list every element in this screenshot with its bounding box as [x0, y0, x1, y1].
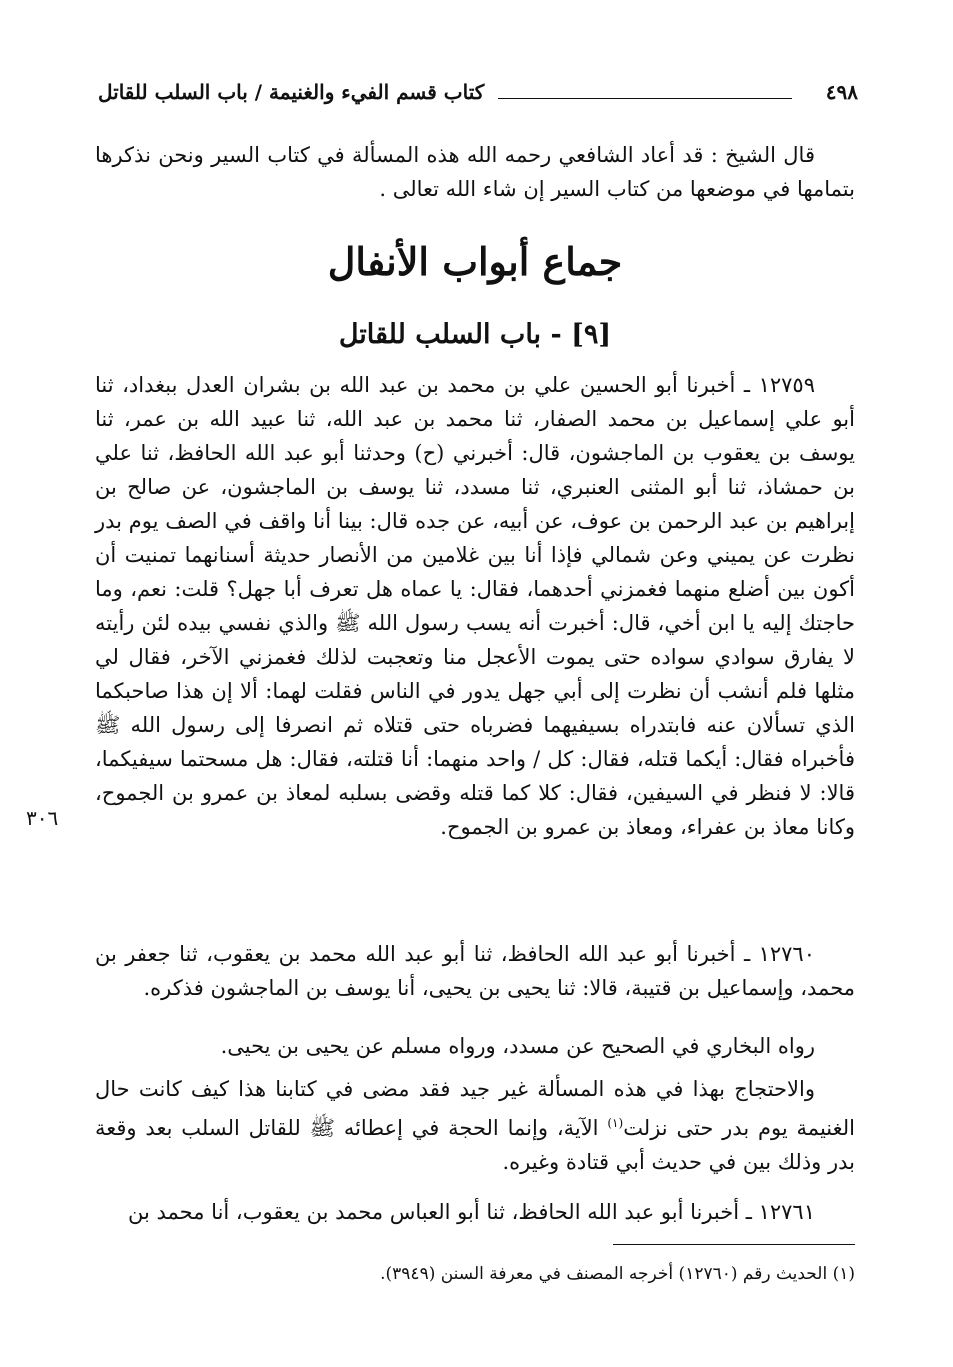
intro-paragraph: قال الشيخ : قد أعاد الشافعي رحمه الله هذه المسألة في كتاب السير ونحن نذكرها بتمامها في موضعها من كتاب السير إن شاء الله تعالى . — [95, 143, 855, 201]
hadith-12761: ١٢٧٦١ ـ أخبرنا أبو عبد الله الحافظ، ثنا أبو العباس محمد بن يعقوب، أنا محمد بن — [128, 1200, 815, 1224]
ihtijaj-paragraph — [95, 1072, 855, 1179]
footnote-marker[interactable]: (١) — [607, 1116, 624, 1130]
book-title: جماع أبواب الأنفال — [327, 239, 623, 284]
running-header — [98, 76, 858, 116]
chapter-title: [٩] - باب السلب للقاتل — [338, 319, 612, 350]
footnote-rule — [613, 1244, 855, 1245]
hadith-12760: ١٢٧٦٠ ـ أخبرنا أبو عبد الله الحافظ، ثنا أبو عبد الله محمد بن يعقوب، ثنا جعفر بن محمد، وإسماعيل بن قتيبة، قالا: ثنا يحيى بن يحيى، أنا يوسف بن الماجشون فذكره. — [95, 942, 855, 1000]
running-title: كتاب قسم الفيء والغنيمة / باب السلب للقاتل — [98, 80, 485, 104]
hadith-12759: ١٢٧٥٩ ـ أخبرنا أبو الحسين علي بن محمد بن عبد الله بن بشران العدل ببغداد، ثنا أبو علي إسماعيل بن محمد الصفار، ثنا محمد بن عبد الله، ثنا عبيد الله بن عمر، ثنا يوسف بن يعقوب بن الماجشون، قال: أخبرني (ح) وحدثنا أبو عبد الله الحافظ، ثنا علي بن حمشاذ، ثنا أبو المثنى العنبري، ثنا مسدد، ثنا يوسف بن الماجشون، عن صالح بن إبراهيم بن عبد الرحمن بن عوف، عن أبيه، عن جده قال: بينا أنا واقف في الصف يوم بدر نظرت عن يميني وعن شمالي فإذا أنا بين غلامين من الأنصار حديثة أسنانهما تمنيت أن أكون بين أضلع منهما فغمزني أحدهما، فقال: يا عماه هل تعرف أبا جهل؟ قلت: نعم، وما حاجتك إليه يا ابن أخي، قال: أخبرت أنه يسب رسول الله ﷺ والذي نفسي بيده لئن رأيته لا يفارق سوادي سواده حتى يموت الأعجل منا وتعجبت لذلك فغمزني الآخر، فقال لي مثلها فلم أنشب أن نظرت إلى أبي جهل يدور في الناس فقلت لهما: ألا إن هذا صاحبكما الذي تسألان عنه فابتدراه بسيفيهما فضرباه حتى قتلاه ثم انصرفا إلى رسول الله ﷺ فأخبراه فقال: أيكما قتله، فقال: كل / واحد منهما: أنا قتلته، فقال: هل مسحتما سيفيكما، قالا: لا فنظر في السيفين، فقال: كلا كما قتله وقضى بسلبه لمعاذ بن عمرو بن الجموح، وكانا معاذ بن عفراء، ومعاذ بن عمرو بن الجموح. — [95, 373, 855, 839]
ihtijaj-text-before: والاحتجاج بهذا في هذه المسألة غير جيد فقد مضى في كتابنا هذا كيف كانت حال الغنيمة يوم بدر حتى نزلت — [95, 1077, 855, 1140]
page-number: ٤٩٨ — [825, 80, 858, 104]
footnote: (١) الحديث رقم (١٢٧٦٠) أخرجه المصنف في معرفة السنن (٣٩٤٩). — [380, 1264, 855, 1284]
header-rule — [498, 98, 792, 99]
bukhari-note: رواه البخاري في الصحيح عن مسدد، ورواه مسلم عن يحيى بن يحيى. — [220, 1034, 815, 1058]
margin-reference: ٣٠٦ — [26, 806, 59, 830]
ihtijaj-text-after: الآية، وإنما الحجة في إعطائه ﷺ للقاتل السلب بعد وقعة بدر وذلك بين في حديث أبي قتادة وغيره. — [95, 1116, 855, 1174]
